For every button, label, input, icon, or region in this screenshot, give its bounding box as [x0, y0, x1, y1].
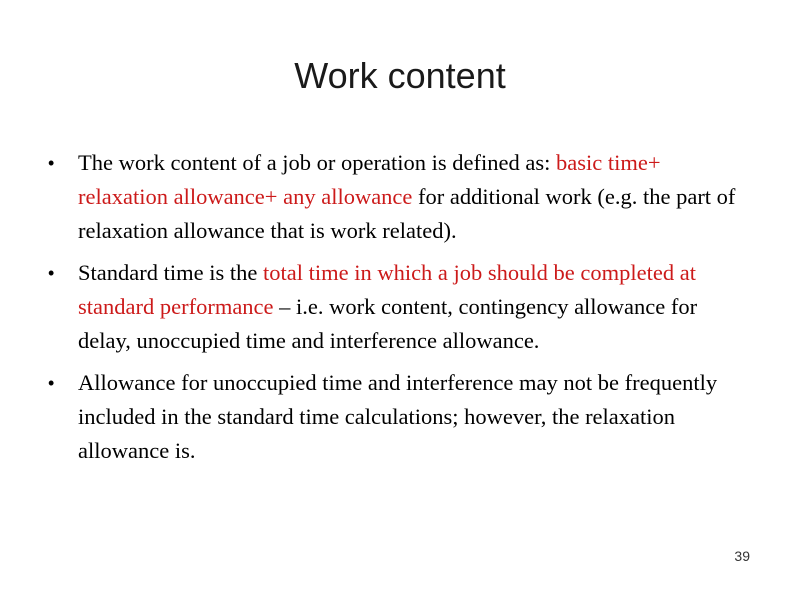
bullet-list	[46, 146, 736, 476]
bullet-text: Allowance for unoccupied time and interference may not be frequently included in the standard time calculations; however, the relaxation allowance is.	[78, 370, 718, 463]
bullet-text: – i.e. work content, contingency allowance for delay, unoccupied time and interference allowance.	[78, 294, 698, 353]
highlighted-text: total time in which a job should be completed at standard performance	[78, 260, 696, 319]
bullet-icon: •	[48, 153, 55, 173]
slide-title: Work content	[294, 55, 506, 96]
slide-number: 39	[734, 548, 750, 564]
bullet-icon: •	[48, 373, 55, 393]
bullet-item	[46, 256, 736, 358]
bullet-text: for additional work (e.g. the part of relaxation allowance that is work related).	[78, 184, 736, 243]
bullet-icon: •	[48, 263, 55, 283]
highlighted-text: basic time+ relaxation allowance+ any allowance	[78, 150, 661, 209]
bullet-text: The work content of a job or operation is defined as:	[78, 150, 556, 175]
bullet-text: Standard time is the	[78, 260, 263, 285]
bullet-item	[46, 366, 736, 468]
bullet-item	[46, 146, 736, 248]
